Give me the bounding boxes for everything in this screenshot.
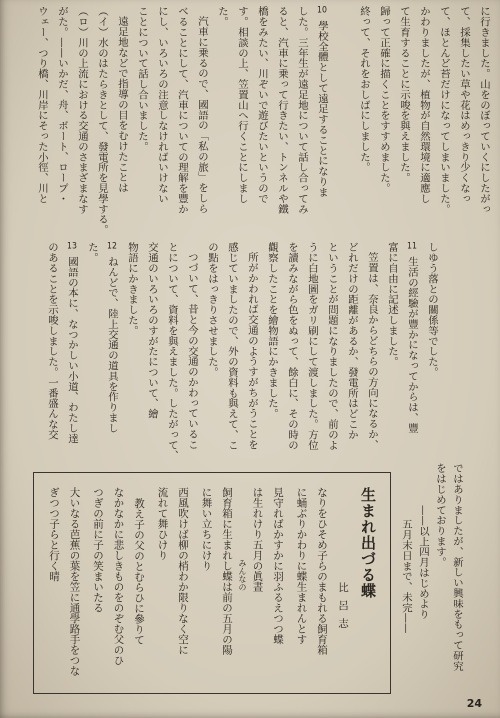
text-line: がた。——いかだ、舟、ボート、ロープ・ <box>56 6 68 204</box>
section-12-heading-line <box>102 242 122 466</box>
poem-line: なかなかに悲しきものをのぞむ父のひ <box>112 487 125 666</box>
text-line: ことについて話し合いました。 <box>136 6 148 152</box>
text-line: 所がかわれば交通のようすがちがうことを <box>246 252 258 450</box>
text-line: 觀察したことを繪物語にかきました。 <box>266 242 278 419</box>
text-line: 感じていましたので、外の資料も與えて、こ <box>226 242 238 450</box>
date-note-line: 五月末日まで、未完—— <box>400 519 412 634</box>
text-line: とについて、資料を與えました。したがって、 <box>166 242 178 461</box>
text-line: をはじめております。 <box>434 463 446 567</box>
section-13-heading-line <box>62 242 82 466</box>
text-line: の點をはっきりさせました。 <box>206 242 218 378</box>
text-line: て、ほとんど苔だけになってしまいました。 <box>438 6 450 214</box>
text-line: どれだけの距離があるか、發電所はどこか <box>346 242 358 440</box>
text-line: ということが問題になりましたので、前のよ <box>326 242 338 450</box>
text-line: た。 <box>216 6 228 27</box>
text-line: 物語にかきました。 <box>126 242 138 336</box>
text-line: ウェー、つり橋、川岸にそった小徑、川と <box>36 6 48 204</box>
text-line: べることにして、汽車についての理解を豐か <box>176 6 188 214</box>
closing-note <box>397 463 465 685</box>
section-number: 10 <box>317 6 327 15</box>
top-tier-text <box>32 6 494 240</box>
text-line: に行きました。山をのぼっていくにしたがっ <box>478 6 490 214</box>
text-line: かわりましたが、植物が自然環境に適應し <box>418 6 430 204</box>
page-number: 24 <box>466 697 482 710</box>
text-line: 橋をみたい、川ぞいで遊びたいというので <box>256 6 268 204</box>
text-line: 生活の經驗が豐かになってからは、豐 <box>406 256 418 434</box>
date-note-line: ——以上四月はじめより <box>417 504 429 619</box>
list-item-ro: （ロ）川の上流における交通のさまざまなす <box>76 6 88 214</box>
poem-line: なりをひそめ子らのまもれる飼育箱 <box>316 487 328 655</box>
section-number: 12 <box>107 242 117 251</box>
middle-tier-text <box>42 242 442 466</box>
poem-line: ぎつつ子らと行く晴 <box>48 487 60 582</box>
text-line: た。 <box>86 242 98 263</box>
text-line: うに白地圖をガリ刷にして渡しました。方位 <box>306 242 318 450</box>
text-line: て生育することに示唆を與えました。 <box>398 6 410 183</box>
text-line: 交通のいろいろのすがたについて、繪 <box>146 242 158 419</box>
text-line: ねんどで、陸上交通の道具を作りまし <box>106 256 118 434</box>
section-11-heading-line <box>402 242 422 466</box>
text-line: す。相談の上、笠置山へ行くことにしまし <box>236 6 248 204</box>
poem-line: つぎの前に子の笑まいたる <box>92 487 104 613</box>
poem-line: 大いなる芭蕉の葉を笠に通學路手をつな <box>68 487 81 676</box>
text-line: にし、いろいろの注意しなければいけない <box>156 6 168 204</box>
poem-title: 生まれ出づる蝶 <box>359 487 377 599</box>
poem-line: 流れて舞ひけり <box>156 487 169 561</box>
text-line: 國語の本に、なつかしい小道、わたし達 <box>66 256 78 444</box>
poem-line: 飼育箱に生まれし蝶は前の五月の陽 <box>221 487 233 655</box>
poem-preface: 教え子の父のとむらひに參りて <box>133 497 145 645</box>
poem-annotation: みんなの <box>238 559 247 591</box>
text-line: 笠置は、奈良からどちらの方向になるか、 <box>366 252 378 450</box>
text-line: を讀みながら色をぬって、餘白に、その時の <box>286 242 298 450</box>
text-line: 學校全體として遠足することになりま <box>316 20 328 198</box>
section-number: 13 <box>67 242 77 251</box>
poem-line: に蛹ぶりかわりに蝶生まれんとす <box>295 487 308 645</box>
poem-line: は生れけり五月の眞晝 <box>251 487 264 592</box>
text-line: した。三年生が遠足地について話し合ってみ <box>296 6 308 214</box>
text-line: 終って、それをおしばにしました。 <box>358 6 370 173</box>
section-10-heading-line <box>312 6 332 240</box>
poem-box <box>33 472 391 694</box>
poem-line: に舞い立ちにけり <box>200 487 213 571</box>
section-number: 11 <box>407 242 417 251</box>
text-line: 富に自由に記述しました。 <box>386 242 398 367</box>
text-line: しゆう落との關係等でした。 <box>426 242 438 378</box>
list-item-i: （イ）水のはたらきとして、發電所を見學する。 <box>96 6 108 235</box>
poem-author: 比 呂 志 <box>337 581 349 630</box>
text-line: 遠足地などで指導の目をむけたことは <box>116 16 128 194</box>
text-line: のあることを示唆しました。一番盛んな交 <box>46 242 58 440</box>
text-line: つづいて、昔と今の交通のかわっているこ <box>186 252 198 450</box>
text-line: ると、汽車に乗って行きたい、トンネルや鐵 <box>276 6 288 214</box>
text-line: 汽車に乗るので、國語の「私の旅」をしら <box>196 16 208 214</box>
text-line: 歸って正確に描くことをすすめました。 <box>378 6 390 194</box>
text-line: て、採集したい草や花はめっきり少くなっ <box>458 6 470 204</box>
text-line: ではありましたが、新しい興味をもって研究 <box>451 463 463 671</box>
poem-line: 西風吹けば柳の梢わか限りなく空に <box>177 487 189 655</box>
poem-line: 見守ればかすかに羽ふるえつつ蝶 <box>272 487 284 645</box>
